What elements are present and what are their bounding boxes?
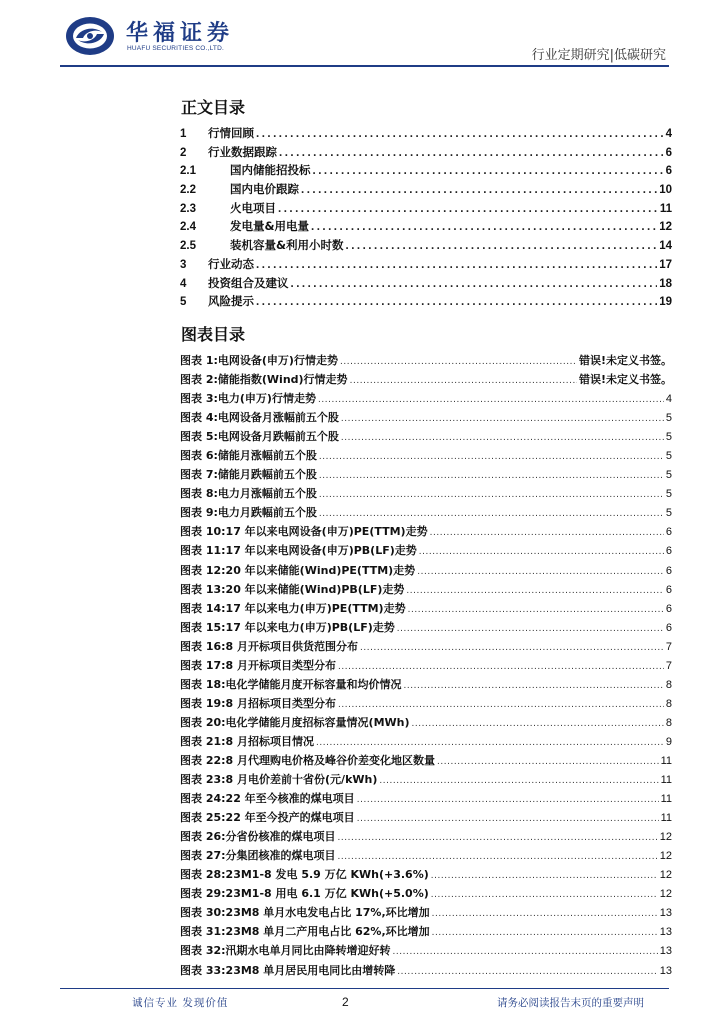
toc-entry[interactable] (180, 237, 672, 256)
figure-entry-label: 图表 13: (180, 582, 226, 596)
dot-leader (338, 851, 658, 862)
figure-entry-title: 17 年以来电力(申万)PE(TTM)走势 (225, 601, 406, 615)
figure-entry-label: 图表 24: (180, 792, 226, 806)
figure-list-heading: 图表目录 (181, 325, 246, 344)
figure-entry-page: 12 (659, 888, 672, 901)
toc-entry-number: 5 (180, 296, 187, 309)
toc-entry[interactable] (180, 162, 672, 181)
figure-entry-page: 8 (665, 716, 672, 729)
figure-entry[interactable] (180, 828, 672, 847)
figure-entry[interactable] (180, 562, 672, 581)
figure-entry-label: 图表 20: (180, 715, 226, 729)
figure-entry-label: 图表 23: (180, 773, 226, 787)
toc-entry-title: 行情回顾 (208, 126, 254, 140)
figure-entry-page: 12 (659, 869, 672, 882)
figure-entry-page: 4 (665, 393, 672, 406)
figure-entry-title: 储能月涨幅前五个股 (217, 449, 317, 463)
figure-entry-label: 图表 10: (180, 525, 226, 539)
figure-entry-page: 6 (665, 602, 672, 615)
dot-leader (256, 296, 657, 308)
toc-entry[interactable] (180, 275, 672, 294)
figure-entry-title: 17 年以来电网设备(申万)PB(LF)走势 (225, 544, 417, 558)
figure-entry[interactable] (180, 447, 672, 466)
toc-entry-page: 18 (659, 277, 672, 290)
figure-entry[interactable] (180, 695, 672, 714)
figure-entry-page: 5 (665, 431, 672, 444)
toc-entry-page: 12 (659, 221, 672, 234)
figure-entry-page: 13 (659, 907, 672, 920)
figure-entry-title: 23M8 单月居民用电同比由增转降 (225, 963, 396, 977)
figure-entry-label: 图表 7: (180, 468, 218, 482)
figure-entry-title: 17 年以来电网设备(申万)PE(TTM)走势 (225, 525, 428, 539)
toc-entry[interactable] (180, 125, 672, 144)
toc-entry[interactable] (180, 144, 672, 163)
figure-entry[interactable] (180, 466, 672, 485)
dot-leader (357, 813, 659, 824)
figure-entry-page: 5 (665, 412, 672, 425)
figure-entry-label: 图表 11: (180, 544, 226, 558)
footer-slogan: 诚信专业 发现价值 (132, 997, 229, 1009)
figure-entry-page: 6 (665, 621, 672, 634)
figure-entry-label: 图表 14: (180, 601, 226, 615)
figure-entry-page: 7 (665, 659, 672, 672)
figure-entry-page: 6 (665, 545, 672, 558)
figure-entry-label: 图表 33: (180, 963, 226, 977)
figure-entry-title: 电网设备月涨幅前五个股 (217, 411, 339, 425)
figure-entry-title: 20 年以来储能(Wind)PE(TTM)走势 (225, 563, 416, 577)
dot-leader (338, 832, 658, 843)
figure-entry-label: 图表 9: (180, 506, 218, 520)
figure-entry-page: 11 (660, 793, 672, 806)
dot-leader (393, 946, 658, 957)
toc-entry-page: 10 (659, 184, 672, 197)
figure-entry-title: 电网设备(申万)行情走势 (217, 354, 338, 367)
toc-entry-number: 2 (180, 146, 187, 159)
figure-entry[interactable] (180, 790, 672, 809)
figure-entry-page: 12 (659, 831, 672, 844)
figure-entry-title: 电化学储能月度招标容量情况(MWh) (225, 715, 410, 729)
figure-entry-title: 8 月电价差前十省份(元/kWh) (225, 773, 378, 787)
figure-entry-label: 图表 29: (180, 887, 226, 901)
figure-entry-page: 11 (660, 754, 672, 767)
figure-entry-title: 22 年至今投产的煤电项目 (225, 811, 355, 825)
figure-entry-title: 8 月招标项目类型分布 (225, 696, 337, 710)
figure-entry-title: 电网设备月跌幅前五个股 (217, 430, 339, 444)
figure-entry[interactable] (180, 942, 672, 961)
dot-leader (340, 356, 577, 367)
figure-entry-label: 图表 6: (180, 449, 218, 463)
figure-entry[interactable] (180, 714, 672, 733)
dot-leader (291, 278, 658, 290)
figure-entry[interactable] (180, 962, 672, 981)
dot-leader (437, 756, 659, 767)
figure-entry[interactable] (180, 504, 672, 523)
footer-divider (60, 988, 669, 989)
dot-leader (430, 527, 664, 538)
dot-leader (341, 413, 664, 424)
figure-entry[interactable] (180, 771, 672, 790)
dot-leader (338, 699, 664, 710)
figure-entry[interactable] (180, 542, 672, 561)
figure-entry[interactable] (180, 428, 672, 447)
figure-entry[interactable] (180, 866, 672, 885)
figure-entry-page: 5 (665, 507, 672, 520)
figure-entry-label: 图表 2: (180, 373, 218, 387)
toc-entry[interactable] (180, 256, 672, 275)
figure-entry-title: 23M8 单月水电发电占比 17%,环比增加 (225, 906, 430, 920)
figure-entry-title: 分集团核准的煤电项目 (225, 849, 336, 863)
figure-entry-title: 电力月跌幅前五个股 (217, 506, 317, 520)
figure-entry-page: 11 (660, 812, 672, 825)
dot-leader (319, 451, 664, 462)
figure-entry[interactable] (180, 923, 672, 942)
figure-entry-label: 图表 25: (180, 811, 226, 825)
toc-entry-number: 2.2 (180, 184, 196, 197)
toc-entry-title: 行业数据跟踪 (208, 144, 277, 159)
dot-leader (432, 908, 658, 919)
figure-entry-label: 图表 18: (180, 677, 226, 691)
figure-entry-title: 分省份核准的煤电项目 (225, 830, 336, 844)
figure-entry-page: 6 (665, 564, 672, 577)
figure-entry-title: 23M8 单月二产用电占比 62%,环比增加 (225, 925, 430, 939)
toc-entry-title: 风险提示 (208, 294, 254, 309)
figure-entry-label: 图表 19: (180, 696, 226, 710)
dot-leader (341, 432, 664, 443)
figure-entry-page: 13 (659, 964, 672, 977)
toc-entry-page: 19 (659, 296, 672, 309)
huafu-logo-icon (64, 14, 116, 58)
figure-entry-label: 图表 26: (180, 830, 226, 844)
figure-entry-page: 错误!未定义书签。 (578, 373, 672, 387)
figure-entry-title: 汛期水电单月同比由降转增迎好转 (225, 944, 391, 958)
figure-entry-page: 错误!未定义书签。 (578, 354, 672, 367)
figure-entry-title: 8 月开标项目类型分布 (225, 658, 337, 672)
figure-entry[interactable] (180, 600, 672, 619)
toc-entry[interactable] (180, 200, 672, 219)
figure-entry-title: 22 年至今核准的煤电项目 (225, 792, 355, 806)
figure-entry-label: 图表 4: (180, 411, 218, 425)
figure-entry-label: 图表 21: (180, 734, 226, 748)
table-of-contents (180, 125, 672, 312)
toc-entry-title: 国内电价跟踪 (230, 182, 299, 197)
figure-entry[interactable] (180, 676, 672, 695)
figure-entry-page: 5 (665, 450, 672, 463)
figure-entry-page: 12 (659, 850, 672, 863)
toc-entry[interactable] (180, 181, 672, 200)
dot-leader (404, 680, 664, 691)
dot-leader (431, 889, 658, 900)
toc-entry-number: 1 (180, 128, 187, 140)
figure-entry[interactable] (180, 885, 672, 904)
dot-leader (301, 184, 657, 196)
toc-entry-number: 4 (180, 277, 187, 290)
toc-entry-page: 17 (659, 258, 672, 271)
figure-entry[interactable] (180, 390, 672, 409)
toc-entry[interactable] (180, 218, 672, 237)
figure-entry-page: 8 (665, 697, 672, 710)
figure-entry-label: 图表 27: (180, 849, 226, 863)
figure-entry[interactable] (180, 752, 672, 771)
figure-entry-title: 17 年以来电力(申万)PB(LF)走势 (225, 620, 395, 634)
figure-list (180, 352, 672, 981)
figure-entry-label: 图表 15: (180, 620, 226, 634)
footer-disclaimer: 请务必阅读报告末页的重要声明 (497, 997, 644, 1009)
toc-entry-title: 发电量&用电量 (230, 219, 310, 234)
figure-entry[interactable] (180, 657, 672, 676)
dot-leader (338, 661, 664, 672)
dot-leader (350, 375, 577, 386)
dot-leader (316, 737, 664, 748)
toc-entry-page: 14 (659, 240, 672, 253)
figure-entry-label: 图表 28: (180, 868, 226, 882)
toc-entry-page: 6 (665, 165, 672, 178)
figure-entry-page: 7 (665, 640, 672, 653)
figure-entry-page: 8 (665, 678, 672, 691)
toc-entry-number: 3 (180, 258, 187, 271)
toc-entry-number: 2.4 (180, 221, 196, 234)
figure-entry-title: 电力月涨幅前五个股 (217, 487, 317, 501)
toc-entry-number: 2.5 (180, 240, 196, 253)
dot-leader (346, 240, 658, 252)
figure-entry[interactable] (180, 371, 672, 390)
figure-entry-label: 图表 31: (180, 925, 226, 939)
figure-entry-title: 20 年以来储能(Wind)PB(LF)走势 (225, 582, 405, 596)
dot-leader (319, 470, 664, 481)
figure-entry-title: 8 月开标项目供货范围分布 (225, 639, 359, 653)
figure-entry-label: 图表 8: (180, 487, 218, 501)
dot-leader (313, 165, 664, 177)
toc-entry-number: 2.3 (180, 202, 196, 215)
figure-entry-title: 储能指数(Wind)行情走势 (217, 373, 348, 387)
dot-leader (397, 966, 657, 977)
figure-entry-title: 8 月招标项目情况 (225, 734, 315, 748)
figure-entry-page: 9 (665, 735, 672, 748)
brand-name: 华福证券 (126, 21, 235, 46)
toc-entry[interactable] (180, 293, 672, 312)
figure-entry-page: 13 (659, 945, 672, 958)
toc-entry-title: 行业动态 (208, 256, 254, 271)
toc-entry-title: 国内储能招投标 (230, 163, 311, 178)
dot-leader (311, 221, 657, 233)
dot-leader (319, 508, 664, 519)
figure-entry[interactable] (180, 352, 672, 371)
figure-entry[interactable] (180, 485, 672, 504)
figure-entry-label: 图表 22: (180, 753, 226, 767)
dot-leader (417, 566, 664, 577)
toc-entry-title: 投资组合及建议 (208, 275, 289, 290)
dot-leader (357, 794, 659, 805)
toc-entry-page: 4 (665, 128, 672, 140)
brand-name-english: HUAFU SECURITIES CO.,LTD. (127, 45, 224, 52)
figure-entry[interactable] (180, 733, 672, 752)
figure-entry-page: 13 (659, 926, 672, 939)
dot-leader (431, 870, 658, 881)
page-header (0, 0, 724, 70)
figure-entry-page: 6 (665, 583, 672, 596)
figure-entry-label: 图表 32: (180, 944, 226, 958)
figure-entry-page: 11 (660, 774, 672, 787)
dot-leader (256, 259, 657, 271)
figure-entry-page: 5 (665, 469, 672, 482)
toc-entry-number: 2.1 (180, 165, 196, 178)
figure-entry-title: 电力(申万)行情走势 (217, 392, 316, 406)
figure-entry[interactable] (180, 904, 672, 923)
toc-entry-page: 6 (665, 146, 672, 159)
dot-leader (279, 147, 664, 159)
dot-leader (278, 203, 658, 215)
figure-entry[interactable] (180, 409, 672, 428)
figure-entry[interactable] (180, 638, 672, 657)
dot-leader (318, 394, 664, 405)
dot-leader (360, 642, 664, 653)
toc-entry-title: 火电项目 (230, 200, 276, 215)
figure-entry-title: 23M1-8 发电 5.9 万亿 KWh(+3.6%) (225, 868, 429, 882)
dot-leader (419, 546, 664, 557)
dot-leader (408, 604, 664, 615)
figure-entry[interactable] (180, 809, 672, 828)
dot-leader (432, 927, 658, 938)
toc-heading: 正文目录 (181, 98, 246, 117)
figure-entry-label: 图表 16: (180, 639, 226, 653)
dot-leader (319, 489, 664, 500)
figure-entry-label: 图表 30: (180, 906, 226, 920)
figure-entry-label: 图表 5: (180, 430, 218, 444)
figure-entry-title: 电化学储能月度开标容量和均价情况 (225, 677, 402, 691)
figure-entry[interactable] (180, 847, 672, 866)
figure-entry[interactable] (180, 581, 672, 600)
figure-entry-page: 6 (665, 526, 672, 539)
dot-leader (406, 585, 664, 596)
figure-entry-title: 8 月代理购电价格及峰谷价差变化地区数量 (225, 753, 436, 767)
dot-leader (397, 623, 664, 634)
figure-entry-title: 储能月跌幅前五个股 (217, 468, 317, 482)
figure-entry[interactable] (180, 523, 672, 542)
figure-entry-page: 5 (665, 488, 672, 501)
figure-entry-label: 图表 12: (180, 563, 226, 577)
figure-entry[interactable] (180, 619, 672, 638)
dot-leader (379, 775, 658, 786)
toc-entry-page: 11 (659, 202, 672, 215)
page-number: 2 (342, 995, 349, 1009)
dot-leader (256, 128, 664, 140)
report-type: 行业定期研究|低碳研究 (531, 48, 666, 63)
header-divider (60, 65, 669, 67)
figure-entry-label: 图表 1: (180, 354, 218, 367)
figure-entry-label: 图表 17: (180, 658, 226, 672)
figure-entry-title: 23M1-8 用电 6.1 万亿 KWh(+5.0%) (225, 887, 429, 901)
figure-entry-label: 图表 3: (180, 392, 218, 406)
toc-entry-title: 装机容量&利用小时数 (230, 238, 344, 253)
dot-leader (412, 718, 664, 729)
